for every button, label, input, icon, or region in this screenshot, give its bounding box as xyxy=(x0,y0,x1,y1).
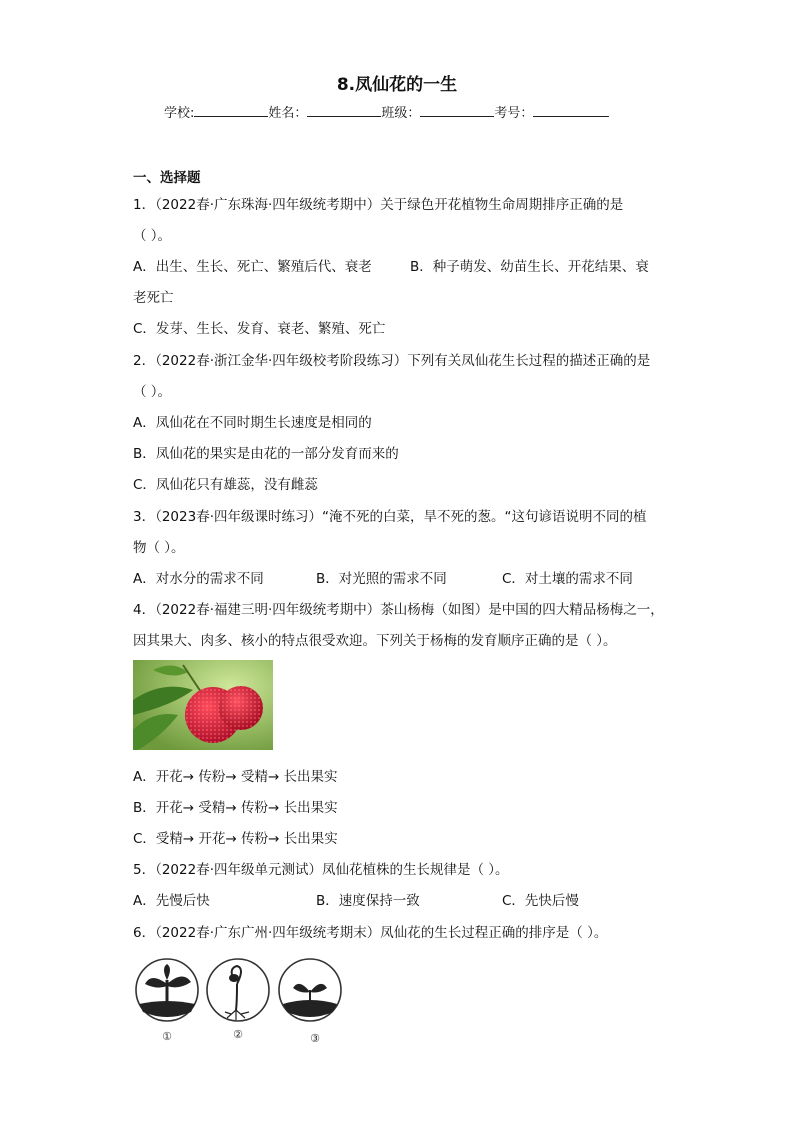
name-label: 姓名： xyxy=(268,106,308,121)
q2-stem-cont: （ ）。 xyxy=(133,384,172,400)
q5-stem: 5．（2022春·四年级单元测试）凤仙花植株的生长规律是（ ）。 xyxy=(133,862,509,878)
exam-no-blank[interactable] xyxy=(533,104,609,117)
q3-option-a[interactable]: A．对水分的需求不同 xyxy=(133,571,264,587)
bayberry-photo xyxy=(133,660,273,750)
q1-option-a[interactable]: A．出生、生长、死亡、繁殖后代、衰老 xyxy=(133,259,372,275)
q3-stem: 3．（2023春·四年级课时练习）“淹不死的白菜，旱不死的葱。“这句谚语说明不同的植 xyxy=(133,509,647,525)
q2-option-a[interactable]: A．凤仙花在不同时期生长速度是相同的 xyxy=(133,415,372,431)
stage-1-figure xyxy=(136,959,198,1021)
q5-option-c[interactable]: C．先快后慢 xyxy=(502,893,579,909)
name-blank[interactable] xyxy=(307,104,381,117)
q4-option-a[interactable]: A．开花→ 传粉→ 受精→ 长出果实 xyxy=(133,769,338,785)
q3-option-b[interactable]: B．对光照的需求不同 xyxy=(316,571,447,587)
exam-no-label: 考号： xyxy=(494,106,534,121)
q3-stem-cont: 物（ ）。 xyxy=(133,540,185,556)
q6-stem: 6．（2022春·广东广州·四年级统考期末）凤仙花的生长过程正确的排序是（ ）。 xyxy=(133,925,608,941)
q3-option-c[interactable]: C．对土壤的需求不同 xyxy=(502,571,633,587)
q4-stem: 4．（2022春·福建三明·四年级统考期中）茶山杨梅（如图）是中国的四大精品杨梅之一， xyxy=(133,602,664,618)
q2-stem: 2．（2022春·浙江金华·四年级校考阶段练习）下列有关凤仙花生长过程的描述正确的是 xyxy=(133,353,651,369)
q5-option-b[interactable]: B．速度保持一致 xyxy=(316,893,420,909)
school-blank[interactable] xyxy=(194,104,268,117)
q4-option-c[interactable]: C．受精→ 开花→ 传粉→ 长出果实 xyxy=(133,831,338,847)
q1-stem: 1．（2022春·广东珠海·四年级统考期中）关于绿色开花植物生命周期排序正确的是 xyxy=(133,197,624,213)
q1-option-c[interactable]: C．发芽、生长、发育、衰老、繁殖、死亡 xyxy=(133,321,386,337)
q2-option-c[interactable]: C．凤仙花只有雄蕊，没有雌蕊 xyxy=(133,477,318,493)
q1-stem-cont: （ ）。 xyxy=(133,228,172,244)
section-heading: 一、选择题 xyxy=(133,170,201,186)
class-blank[interactable] xyxy=(420,104,494,117)
page-title: 8.凤仙花的一生 xyxy=(336,75,458,95)
q5-option-a[interactable]: A．先慢后快 xyxy=(133,893,210,909)
stage-label-2: ② xyxy=(233,1028,243,1041)
stage-label-3: ③ xyxy=(310,1032,320,1045)
student-info-row xyxy=(164,102,609,121)
plant-stage-figures xyxy=(133,954,353,1046)
q1-option-b[interactable]: B．种子萌发、幼苗生长、开花结果、衰 xyxy=(410,259,649,275)
q1-option-b-cont: 老死亡 xyxy=(133,290,174,306)
q2-option-b[interactable]: B．凤仙花的果实是由花的一部分发育而来的 xyxy=(133,446,399,462)
stage-2-figure xyxy=(207,959,269,1021)
q4-stem-cont: 因其果大、肉多、核小的特点很受欢迎。下列关于杨梅的发育顺序正确的是（ ）。 xyxy=(133,633,617,649)
school-label: 学校: xyxy=(164,106,195,121)
q4-option-b[interactable]: B．开花→ 受精→ 传粉→ 长出果实 xyxy=(133,800,338,816)
stage-label-1: ① xyxy=(162,1030,172,1043)
class-label: 班级： xyxy=(381,106,421,121)
stage-3-figure xyxy=(279,959,341,1021)
